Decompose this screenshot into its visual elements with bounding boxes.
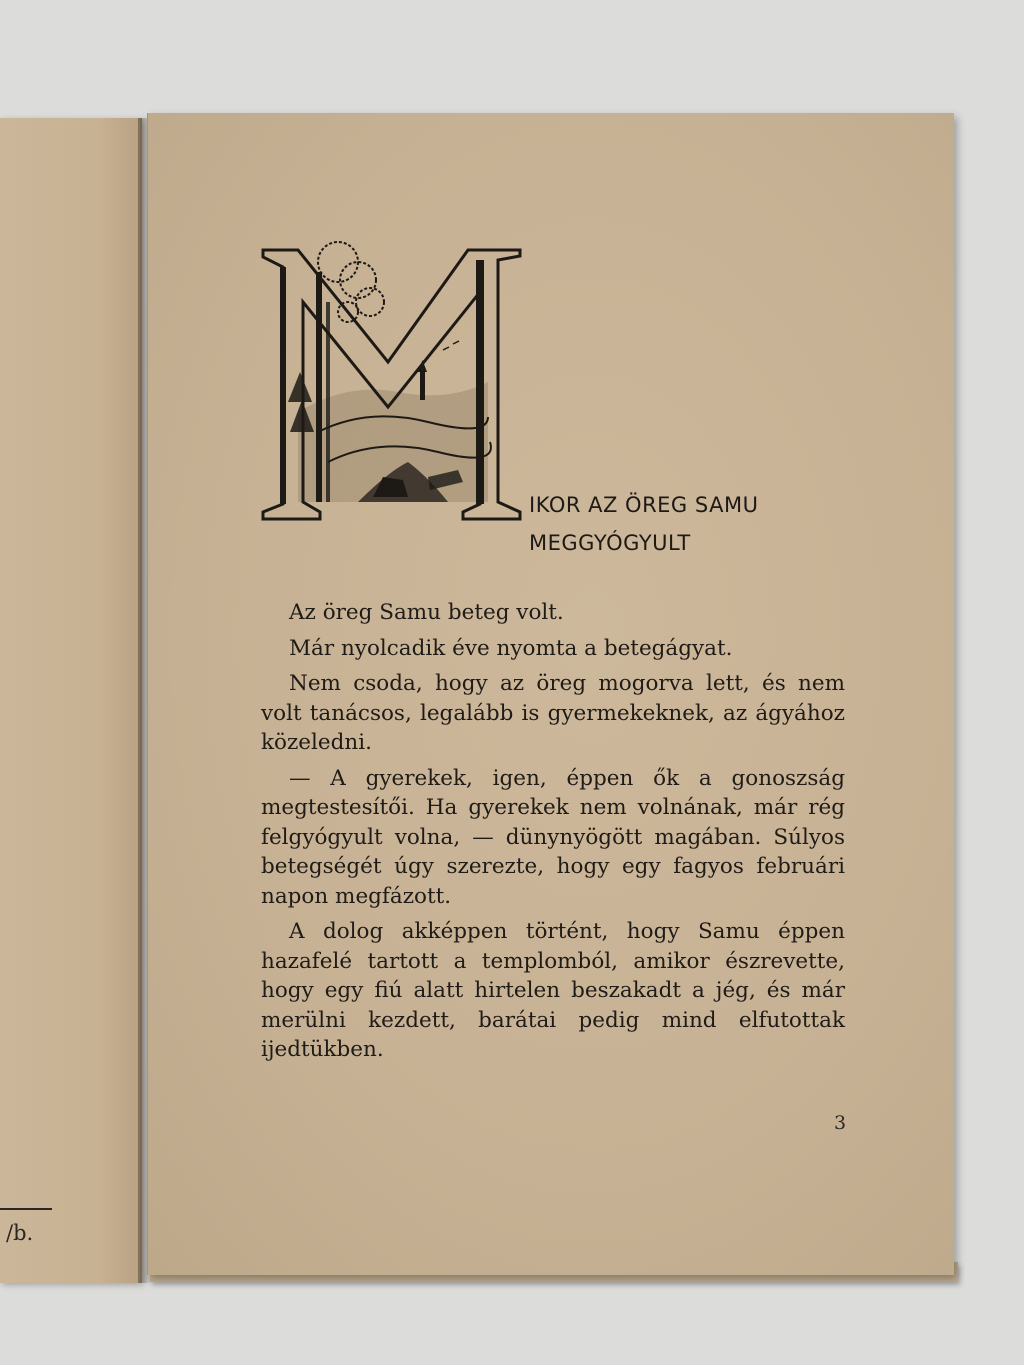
illustrated-drop-cap bbox=[258, 232, 524, 524]
paragraph-1: Az öreg Samu beteg volt. bbox=[289, 600, 564, 625]
chapter-heading-line-1: IKOR AZ ÖREG SAMU bbox=[529, 493, 759, 517]
left-page-text-fragment: /b. bbox=[6, 1221, 34, 1245]
paragraph-5: A dolog akképpen történt, hogy Samu éppen hazafelé tartott a templomból, amikor észrevette, hogy egy fiú alatt hirtelen beszakadt a jég, és már merülni kezdett, barátai pedig mind elfutottak ijedtükben. bbox=[261, 919, 845, 1062]
left-page-rule bbox=[0, 1208, 52, 1210]
paragraph-3: Nem csoda, hogy az öreg mogorva lett, és nem volt tanácsos, legalább is gyermekeknek, az ágyához közeledni. bbox=[261, 671, 845, 755]
page-number: 3 bbox=[834, 1112, 847, 1134]
chapter-heading-line-2: MEGGYÓGYULT bbox=[529, 531, 691, 555]
body-text bbox=[261, 598, 845, 1071]
chapter-heading bbox=[529, 486, 859, 562]
paragraph-2: Már nyolcadik éve nyomta a betegágyat. bbox=[289, 635, 733, 661]
paragraph-4: — A gyerekek, igen, éppen ők a gonoszság megtestesítői. Ha gyerekek nem volnának, már rég felgyógyult volna, — dünynyögött magában. Súlyos betegségét úgy szerezte, hogy egy fagyos februári napon megfázott. bbox=[261, 765, 845, 909]
left-page bbox=[0, 118, 142, 1283]
